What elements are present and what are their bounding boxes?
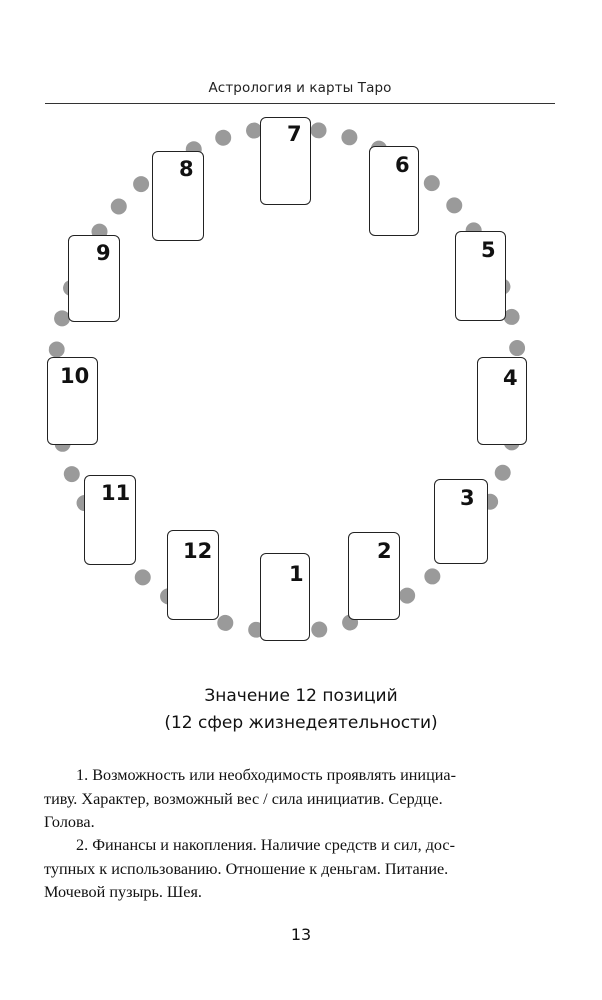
header-rule — [45, 103, 555, 104]
card-number-3: 3 — [460, 486, 475, 510]
running-head: Астрология и карты Таро — [208, 80, 392, 96]
card-number-4: 4 — [503, 366, 518, 390]
paragraph-line: тупных к использованию. Отношение к деньгам. Питание. — [44, 859, 449, 878]
paragraph-line: тиву. Характер, возможный вес / сила инициатив. Сердце. — [44, 789, 443, 808]
paragraph-line: Голова. — [44, 813, 95, 831]
paragraph-position-1 — [44, 764, 526, 835]
card-number-6: 6 — [395, 153, 410, 177]
page-number: 13 — [290, 925, 312, 944]
card-position-7 — [260, 117, 311, 205]
card-position-2 — [348, 532, 400, 620]
card-number-1: 1 — [289, 562, 304, 586]
card-number-7: 7 — [287, 122, 302, 146]
paragraph-line: Мочевой пузырь. Шея. — [44, 883, 202, 901]
card-number-5: 5 — [481, 238, 496, 262]
card-position-8 — [152, 151, 204, 241]
figure-caption-subtitle: (12 сфер жизнедеятельности) — [164, 713, 438, 733]
card-position-10 — [47, 357, 98, 445]
card-number-11: 11 — [101, 481, 131, 505]
card-number-9: 9 — [96, 241, 111, 265]
card-number-8: 8 — [179, 157, 194, 181]
card-position-4 — [477, 357, 527, 445]
paragraph-line: 2. Финансы и накопления. Наличие средств и сил, дос- — [76, 836, 456, 854]
card-number-12: 12 — [183, 539, 213, 563]
card-position-6 — [369, 146, 419, 236]
card-number-10: 10 — [60, 364, 90, 388]
paragraph-line: 1. Возможность или необходимость проявлять инициа- — [76, 766, 456, 784]
figure-caption-title: Значение 12 позиций — [204, 686, 398, 706]
card-position-11 — [84, 475, 136, 565]
paragraph-position-2 — [44, 834, 526, 905]
card-position-12 — [167, 530, 219, 620]
card-position-3 — [434, 479, 488, 564]
card-position-9 — [68, 235, 120, 322]
card-position-1 — [260, 553, 310, 641]
card-number-2: 2 — [377, 539, 392, 563]
card-position-5 — [455, 231, 506, 321]
